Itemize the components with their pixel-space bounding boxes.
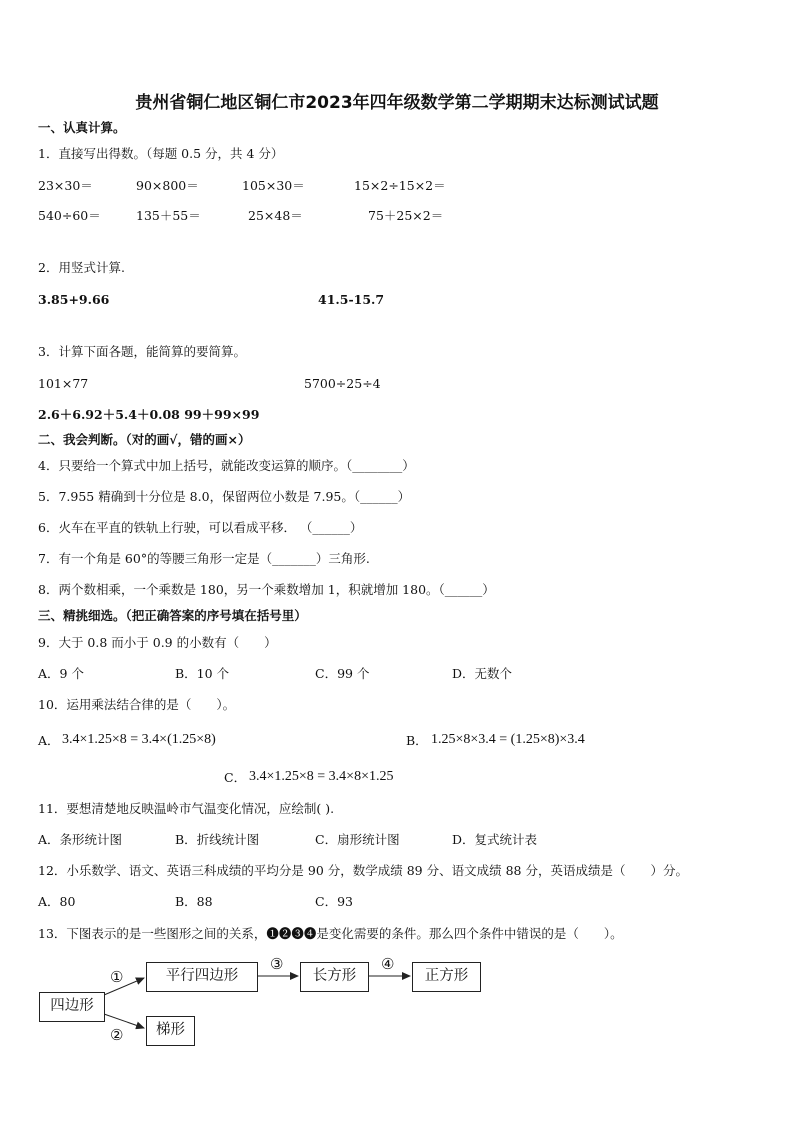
condition-2-label: ②: [110, 1026, 124, 1044]
q1-item: 75＋25×2＝: [368, 208, 444, 223]
q12-stem: 12．小乐数学、语文、英语三科成绩的平均分是 90 分，数学成绩 89 分、语文成绩 88 分，英语成绩是（ ）分。: [38, 863, 688, 878]
q9-option: A．9 个: [38, 666, 84, 681]
q3-stem: 3．计算下面各题，能简算的要简算。: [38, 344, 246, 359]
page-title: 贵州省铜仁地区铜仁市2023年四年级数学第二学期期末达标测试试题: [135, 93, 659, 113]
section-3-heading: 三、精挑细选。（把正确答案的序号填在括号里）: [38, 608, 307, 623]
q10-option-b-expr: 1.25×8×3.4 = (1.25×8)×3.4: [431, 732, 585, 747]
q7: 7．有一个角是 60°的等腰三角形一定是（_______）三角形.: [38, 551, 370, 566]
q13-stem: 13．下图表示的是一些图形之间的关系，❶❷❸❹是变化需要的条件。那么四个条件中错误的是（ ）。: [38, 926, 623, 941]
q10-option-b-label: B．: [406, 733, 428, 748]
q1-item: 135＋55＝: [136, 208, 201, 223]
q3-line3: 2.6＋6.92＋5.4＋0.08 99＋99×99: [38, 407, 260, 422]
q11-option: D．复式统计表: [452, 832, 538, 847]
q12-option: B．88: [175, 894, 213, 909]
q3-item: 5700÷25÷4: [304, 376, 381, 391]
q11-option: A．条形统计图: [38, 832, 123, 847]
q10-option-c-label: C．: [224, 770, 247, 785]
rectangle-box: 长方形: [300, 962, 369, 992]
square-box: 正方形: [412, 962, 481, 992]
q10-option-a-label: A．: [38, 733, 60, 748]
q1-item: 15×2÷15×2＝: [354, 178, 446, 193]
q11-option: C．扇形统计图: [315, 832, 400, 847]
q11-option: B．折线统计图: [175, 832, 260, 847]
q2-item: 3.85+9.66: [38, 292, 110, 307]
q2-stem: 2．用竖式计算.: [38, 260, 125, 275]
q12-option: C．93: [315, 894, 353, 909]
condition-4-label: ④: [381, 955, 395, 973]
quadrilateral-box: 四边形: [39, 992, 105, 1022]
condition-1-label: ①: [110, 968, 124, 986]
q1-item: 540÷60＝: [38, 208, 101, 223]
q1-stem: 1．直接写出得数。（每题 0.5 分，共 4 分）: [38, 146, 284, 161]
parallelogram-box: 平行四边形: [146, 962, 258, 992]
section-2-heading: 二、我会判断。（对的画√，错的画×）: [38, 432, 251, 447]
trapezoid-box: 梯形: [146, 1016, 195, 1046]
q1-item: 90×800＝: [136, 178, 199, 193]
q5: 5．7.955 精确到十分位是 8.0，保留两位小数是 7.95。（______）: [38, 489, 411, 504]
q9-stem: 9．大于 0.8 而小于 0.9 的小数有（ ）: [38, 635, 277, 650]
q8: 8．两个数相乘，一个乘数是 180，另一个乘数增加 1，积就增加 180。（______）: [38, 582, 495, 597]
q10-option-a-expr: 3.4×1.25×8 = 3.4×(1.25×8): [62, 732, 216, 747]
q11-stem: 11．要想清楚地反映温岭市气温变化情况，应绘制( ).: [38, 801, 335, 816]
q2-item: 41.5-15.7: [318, 292, 385, 307]
q9-option: B．10 个: [175, 666, 230, 681]
condition-3-label: ③: [270, 955, 284, 973]
section-1-heading: 一、认真计算。: [38, 120, 126, 135]
q10-stem: 10．运用乘法结合律的是（ ）。: [38, 697, 236, 712]
q12-option: A．80: [38, 894, 76, 909]
q10-option-c-expr: 3.4×1.25×8 = 3.4×8×1.25: [249, 769, 394, 784]
q6: 6．火车在平直的铁轨上行驶，可以看成平移． （______）: [38, 520, 363, 535]
q1-item: 105×30＝: [242, 178, 305, 193]
q9-option: C．99 个: [315, 666, 370, 681]
q4: 4．只要给一个算式中加上括号，就能改变运算的顺序。（________）: [38, 458, 415, 473]
q9-option: D．无数个: [452, 666, 513, 681]
q1-item: 23×30＝: [38, 178, 93, 193]
q3-item: 101×77: [38, 376, 89, 391]
q1-item: 25×48＝: [248, 208, 303, 223]
